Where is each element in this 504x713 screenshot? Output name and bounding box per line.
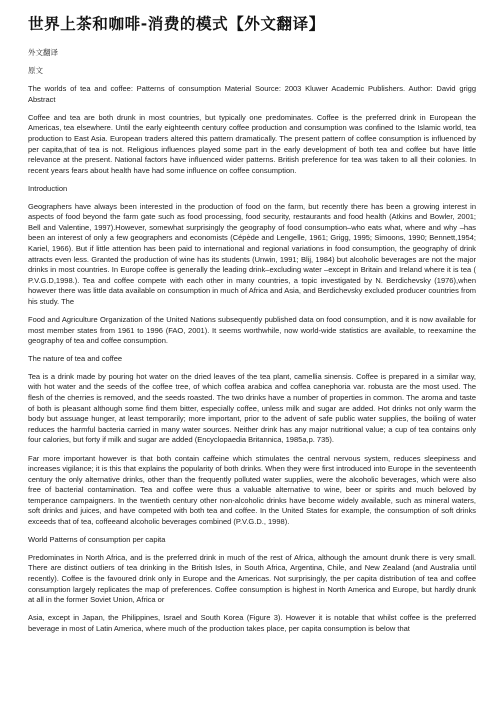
nature-paragraph-2: Far more important however is that both contain caffeine which stimulates the central nervous system, reduces sleepiness and increases vigilance; it is this that explains the popularity of both drinks. When they were first introduced into Europe in the seventeenth century the only alternative drinks, other than the frequently polluted water supplies, were the alcoholic beverages, which were also free of bacterial contamination. Tea and coffee were thus a valuable alternative to wine, beer or spirits and much beloved by temperance campaigners. In the twentieth century other non-alcoholic drinks have become widely available, such as mineral waters, soft drinks and juices, and have competed with both tea and coffee. In the United States for example, the consumption of soft drinks exceeds that of tea, coffeeand alcoholic beverages combined (P.V.G.D., 1998). — [28, 453, 476, 527]
abstract-paragraph: Coffee and tea are both drunk in most countries, but typically one predominates. Coffee is the preferred drink in European the Americas, tea elsewhere. Until the early eighteenth century coffee production and consumption was confined to the Islamic world, tea production to East Asia. European traders altered this pattern dramatically. The present pattern of coffee consumption is influenced by per capita,that of tea is not. Religious influences played some part in the early development of both tea and coffee but have little relevance at the present. National factors have influenced wider patterns. British preference for tea was taken to all their colonies. In recent years fears about health have had some influence on coffee consumption. — [28, 112, 476, 175]
nature-paragraph-1: Tea is a drink made by pouring hot water on the dried leaves of the tea plant, camellia sinensis. Coffee is prepared in a similar way, with hot water and the seeds of the coffee tree, of which coffea arabica and coffea canephoria var. robusta are the most used. The flesh of the cherries is removed, and the seeds roasted. The two drinks have a number of properties in common. The aroma and taste of both is pleasant although some find them bitter, especially coffee, unless milk and sugar are added. Hot drinks not only warm the body but assuage hunger, at least temporarily; more important, prior to the advent of safe public water supplies, the boiling of water reduces the harmful bacteria carried in many water sources. Neither drink has any major nutritional value; a cup of tea contains only four calories, but forty if milk and sugar are added (Encyclopaedia Britannica, 1985a,p. 735). — [28, 371, 476, 445]
section-heading-introduction: Introduction — [28, 183, 68, 193]
label-original: 原文 — [28, 66, 43, 76]
label-translation: 外文翻译 — [28, 48, 58, 57]
world-paragraph-2: Asia, except in Japan, the Philippines, Israel and South Korea (Figure 3). However it is notable that whilst coffee is the preferred beverage in most of Latin America, where much of the production takes place, per capita consumption is below that — [28, 613, 476, 633]
source-line: The worlds of tea and coffee: Patterns of consumption Material Source: 2003 Kluwer Academic Publishers. Author: David grigg Abstract — [28, 84, 476, 104]
section-heading-nature: The nature of tea and coffee — [28, 354, 123, 364]
world-paragraph-1: Predominates in North Africa, and is the preferred drink in much of the rest of Africa, although the amount drunk there is very small. There are distinct outliers of tea drinking in the British Isles, in South Africa, Argentina, Chile, and New Zealand (and Australia until recently). Coffee is the favoured drink only in Europe and the Americas. Not surprisingly, the per capita distribution of tea and coffee consumption largely replicates the map of preferences. Coffee consumption is highest in North America and Europe, but hardly drunk at all in the former Soviet Union, Africa or — [28, 552, 476, 605]
section-heading-world-patterns: World Patterns of consumption per capita — [28, 535, 166, 545]
document-title: 世界上茶和咖啡-消费的模式【外文翻译】 — [28, 15, 325, 33]
intro-paragraph-1: Geographers have always been interested in the production of food on the farm, but recently there has been a growing interest in aspects of food beyond the farm gate such as food processing, food security, restaurants and food health (Atkins and Bowler, 2001; Bell and Valentine, 1997).However, somewhat surprisingly the geography of food consumption–who eats what, where and why –has been an interest of only a few geographers and economists (Cépède and Lengelle, 1961; Grigg, 1995; Simoons, 1990; Bennett,1954; Kariel, 1966). But if little attention has been paid to international and regional variations in food consumption, the geography of drink attracts even less. Granted the production of wine has its students (Unwin, 1991; Blij, 1984) but alcoholic beverages are not the major drinks in most countries. In Europe coffee is generally the leading drink–excluding water –except in Britain and Ireland where it is tea ( P.V.G.D,1998.). Tea and coffee compete with each other in many countries, a topic investigated by N. Berdichevsky (1976),when however there was little data available on consumption in much of Africa and Asia, and Berdichevsky excluded producer countries from his study. The — [28, 201, 476, 306]
intro-paragraph-2: Food and Agriculture Organization of the United Nations subsequently published data on food consumption, and it is now available for most member states from 1961 to 1996 (FAO, 2001). It seems worthwhile, now world-wide statistics are available, to reexamine the geography of tea and coffee consumption. — [28, 314, 476, 346]
